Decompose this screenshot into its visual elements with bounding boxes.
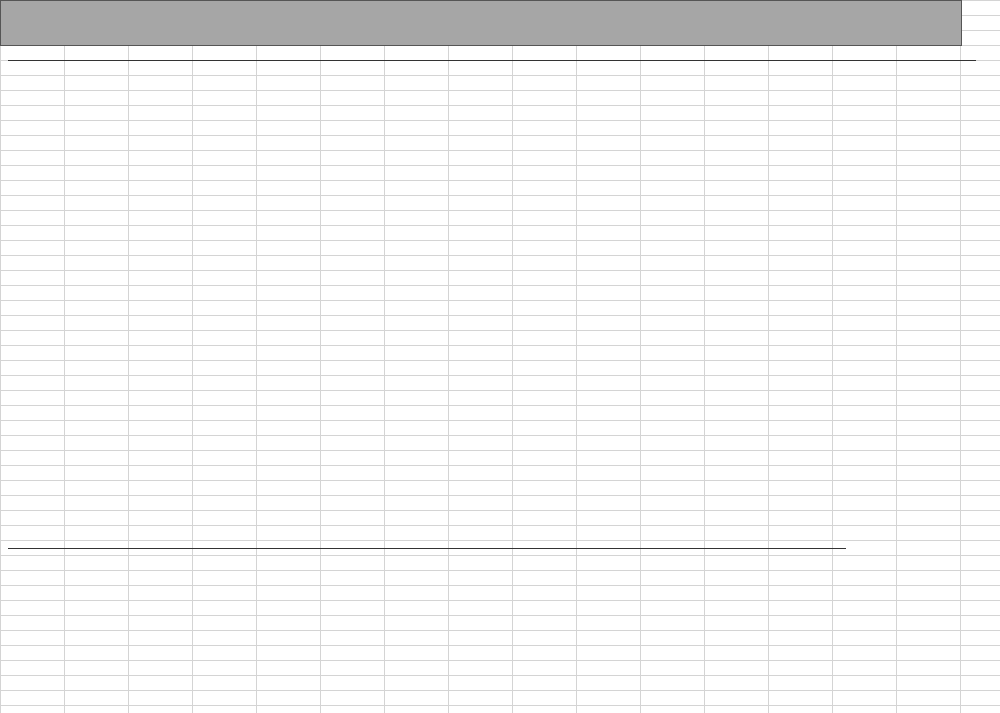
page-title[interactable]	[0, 0, 962, 46]
estimate-table	[8, 548, 846, 549]
power-consumption-table	[8, 60, 976, 61]
